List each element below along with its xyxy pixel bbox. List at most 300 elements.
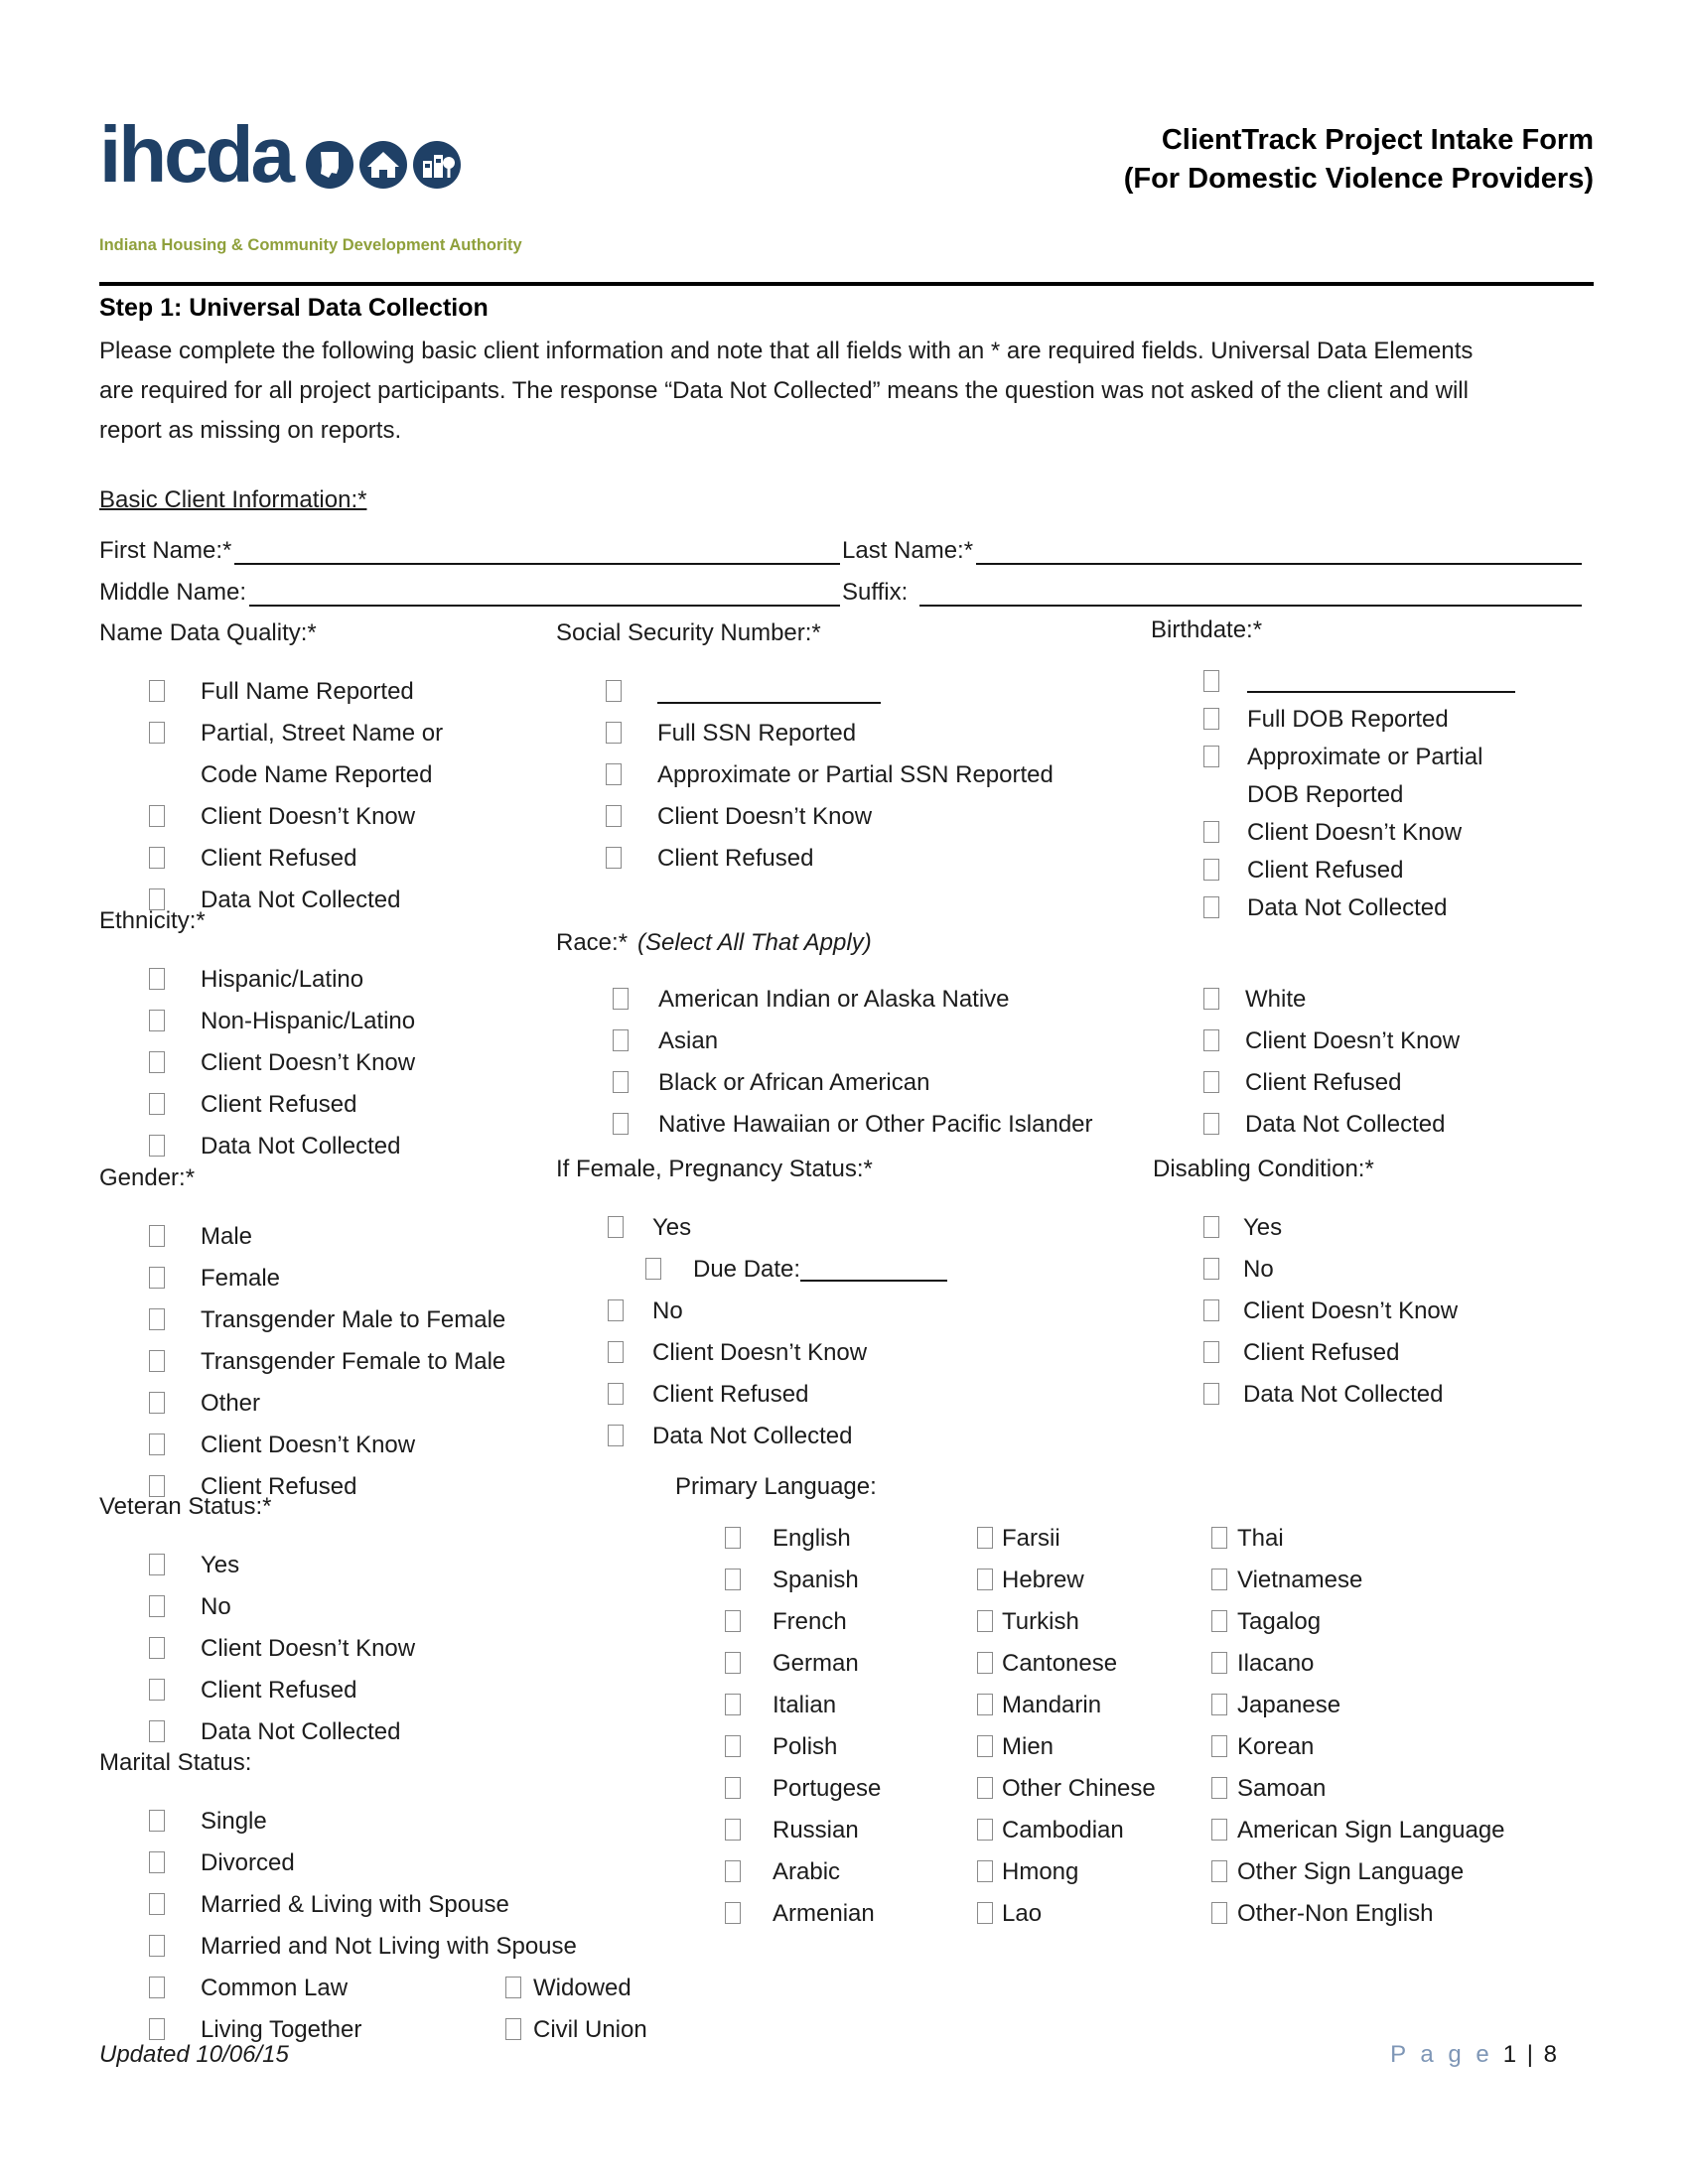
checkbox[interactable] [1211, 1819, 1227, 1841]
checkbox[interactable] [149, 1051, 165, 1073]
pregnancy-due-date-option [556, 1249, 1122, 1291]
name-data-quality-label: Name Data Quality:* [99, 619, 317, 646]
section-birthdate [1127, 611, 1589, 927]
checkbox[interactable] [977, 1652, 993, 1674]
checkbox-option-label: Client Doesn’t Know [657, 803, 873, 830]
checkbox-option [556, 1062, 1127, 1104]
checkbox-option [635, 1685, 977, 1726]
checkbox-option [556, 1021, 1127, 1062]
checkbox-option [1127, 1207, 1589, 1249]
checkbox[interactable] [1203, 670, 1219, 692]
checkbox-option [556, 1332, 1122, 1374]
checkbox[interactable] [149, 1893, 165, 1915]
checkbox-option [1211, 1768, 1589, 1810]
name-row-2 [99, 572, 1584, 614]
checkbox-option-label: Native Hawaiian or Other Pacific Islander [658, 1111, 1093, 1138]
race-options-left [556, 979, 1127, 1146]
checkbox-option [635, 1518, 977, 1560]
checkbox-option [99, 1843, 933, 1884]
checkbox-option [1127, 1062, 1594, 1104]
checkbox[interactable] [608, 1216, 624, 1238]
checkbox-option [977, 1685, 1211, 1726]
section-gender [99, 1159, 566, 1508]
checkbox-option-label: Spanish [773, 1567, 859, 1593]
marital-status-options [99, 1801, 933, 1968]
checkbox-option-label: Data Not Collected [1245, 1111, 1446, 1138]
checkbox[interactable] [149, 805, 165, 827]
checkbox-option [1211, 1518, 1589, 1560]
suffix-input-line[interactable] [919, 572, 1582, 607]
form-title-line1: ClientTrack Project Intake Form [1161, 124, 1594, 156]
checkbox-option [1127, 1291, 1589, 1332]
checkbox-option-label: Hispanic/Latino [201, 966, 364, 993]
section-veteran-status [99, 1487, 556, 1753]
checkbox-option-label: Client Refused [201, 1091, 357, 1118]
checkbox[interactable] [725, 1694, 741, 1715]
checkbox[interactable] [149, 1433, 165, 1455]
checkbox[interactable] [149, 2018, 165, 2040]
veteran-status-label: Veteran Status:* [99, 1493, 272, 1520]
checkbox-option [99, 1341, 566, 1383]
checkbox[interactable] [608, 1425, 624, 1446]
checkbox[interactable] [149, 1308, 165, 1330]
checkbox[interactable] [149, 1637, 165, 1659]
logo-icons [306, 141, 461, 189]
checkbox-option [635, 1643, 977, 1685]
basic-info-heading: Basic Client Information:* [99, 486, 367, 513]
checkbox-option-label: Armenian [773, 1900, 875, 1927]
checkbox[interactable] [977, 1819, 993, 1841]
checkbox-option-label: Polish [773, 1733, 838, 1760]
checkbox[interactable] [977, 1694, 993, 1715]
checkbox[interactable] [149, 968, 165, 990]
checkbox[interactable] [1203, 821, 1219, 843]
checkbox[interactable] [149, 1267, 165, 1289]
checkbox-option-label: No [652, 1297, 683, 1324]
checkbox[interactable] [977, 1735, 993, 1757]
checkbox-option [99, 959, 556, 1001]
ssn-options [556, 713, 1122, 880]
checkbox-option-label: Korean [1237, 1733, 1315, 1760]
checkbox-option-label: Italian [773, 1692, 837, 1718]
page-word: P a g e [1390, 2041, 1493, 2068]
checkbox[interactable] [1203, 708, 1219, 730]
first-name-input-line[interactable] [234, 530, 840, 565]
community-icon [413, 141, 461, 189]
checkbox-option-label: No [1243, 1256, 1274, 1283]
pregnancy-yes-option [556, 1207, 1122, 1249]
checkbox-option-label: Vietnamese [1237, 1567, 1363, 1593]
middle-name-input-line[interactable] [249, 572, 840, 607]
pregnancy-options [556, 1291, 1122, 1457]
checkbox[interactable] [149, 1595, 165, 1617]
checkbox-option [99, 1926, 933, 1968]
last-name-input-line[interactable] [976, 530, 1582, 565]
checkbox-option [99, 1801, 933, 1843]
checkbox-option-label: Full Name Reported [201, 678, 414, 705]
checkbox-option [99, 1545, 556, 1586]
checkbox[interactable] [606, 680, 622, 702]
checkbox-option-label: Approximate or Partial SSN Reported [657, 761, 1054, 788]
checkbox-option [1127, 739, 1589, 814]
checkbox-option [1211, 1851, 1589, 1893]
checkbox[interactable] [608, 1383, 624, 1405]
checkbox[interactable] [608, 1299, 624, 1321]
checkbox-option [99, 1586, 556, 1628]
marital-status-pair-rows [99, 1968, 933, 2051]
checkbox-option-label: Data Not Collected [201, 1133, 401, 1160]
ssn-label: Social Security Number:* [556, 619, 821, 646]
checkbox-option-label: Mien [1002, 1733, 1055, 1760]
checkbox-option-label: Client Refused [201, 1677, 357, 1704]
checkbox[interactable] [977, 1610, 993, 1632]
checkbox[interactable] [149, 1392, 165, 1414]
checkbox-option-label: Client Refused [1243, 1339, 1400, 1366]
checkbox[interactable] [1211, 1735, 1227, 1757]
last-name-label: Last Name:* [842, 537, 974, 564]
checkbox-option-label: American Indian or Alaska Native [658, 986, 1010, 1013]
checkbox-option-label: English [773, 1525, 851, 1552]
checkbox-option-label: Mandarin [1002, 1692, 1102, 1718]
checkbox[interactable] [1203, 746, 1219, 767]
checkbox-option-label: Client Refused [201, 845, 357, 872]
checkbox-option [556, 713, 1122, 754]
race-label [556, 923, 1594, 979]
checkbox-option [556, 1291, 1122, 1332]
checkbox-option-label: Hebrew [1002, 1567, 1084, 1593]
language-column-3 [1211, 1518, 1589, 1935]
checkbox-option-label: Other Sign Language [1237, 1858, 1465, 1885]
checkbox-option-label: Common Law [201, 1975, 349, 2001]
checkbox-option [99, 1299, 566, 1341]
checkbox-option [1211, 1601, 1589, 1643]
checkbox[interactable] [977, 1860, 993, 1882]
checkbox-option-label: Living Together [201, 2016, 362, 2043]
checkbox-option-label: Client Doesn’t Know [1243, 1297, 1459, 1324]
checkbox-option [635, 1560, 977, 1601]
checkbox[interactable] [977, 1777, 993, 1799]
checkbox-option [99, 1670, 556, 1711]
checkbox-option-label: Full DOB Reported [1247, 706, 1449, 733]
ssn-write-in-option [556, 671, 1122, 713]
checkbox-option [1211, 1810, 1589, 1851]
checkbox-option-label: Cantonese [1002, 1650, 1118, 1677]
form-title [1124, 121, 1594, 199]
checkbox[interactable] [149, 1679, 165, 1701]
checkbox[interactable] [1203, 859, 1219, 881]
checkbox-option [1211, 1893, 1589, 1935]
checkbox-option-label: Data Not Collected [201, 887, 401, 913]
ethnicity-label: Ethnicity:* [99, 907, 206, 934]
checkbox-option-label: Lao [1002, 1900, 1043, 1927]
first-name-label: First Name:* [99, 537, 232, 564]
checkbox-option-label: Widowed [533, 1975, 632, 2001]
checkbox[interactable] [977, 1569, 993, 1590]
checkbox[interactable] [1203, 1299, 1219, 1321]
checkbox-option-label: Data Not Collected [652, 1423, 853, 1449]
checkbox-option [1211, 1560, 1589, 1601]
checkbox-option-label: Data Not Collected [1247, 894, 1448, 921]
checkbox[interactable] [1203, 1341, 1219, 1363]
checkbox[interactable] [606, 763, 622, 785]
page-count: 1 | 8 [1502, 2041, 1559, 2068]
checkbox-option [556, 1104, 1127, 1146]
language-column-2 [977, 1518, 1211, 1935]
checkbox-option-label: Data Not Collected [201, 1718, 401, 1745]
checkbox[interactable] [1211, 1860, 1227, 1882]
checkbox[interactable] [149, 680, 165, 702]
checkbox-option [977, 1560, 1211, 1601]
checkbox[interactable] [149, 1935, 165, 1957]
checkbox-option-label: German [773, 1650, 859, 1677]
checkbox[interactable] [149, 722, 165, 744]
checkbox[interactable] [977, 1902, 993, 1924]
section-ssn [556, 614, 1122, 880]
checkbox[interactable] [725, 1652, 741, 1674]
checkbox[interactable] [1211, 1694, 1227, 1715]
checkbox[interactable] [1203, 988, 1219, 1010]
checkbox-option-label: Transgender Male to Female [201, 1306, 506, 1333]
checkbox-option-label: Farsii [1002, 1525, 1060, 1552]
checkbox-option-label: Divorced [201, 1849, 295, 1876]
checkbox-option [1127, 814, 1589, 852]
checkbox[interactable] [977, 1527, 993, 1549]
checkbox[interactable] [149, 1093, 165, 1115]
checkbox-option-label: Client Refused [657, 845, 814, 872]
checkbox[interactable] [149, 1977, 165, 1998]
checkbox-option-label: Client Refused [652, 1381, 809, 1408]
checkbox-option [977, 1768, 1211, 1810]
section-race [556, 923, 1594, 1146]
checkbox-option [99, 1383, 566, 1425]
due-date-input-line[interactable] [800, 1249, 947, 1282]
checkbox-option-label: Married and Not Living with Spouse [201, 1933, 577, 1960]
checkbox-option [1127, 852, 1589, 889]
checkbox-option-label: Yes [652, 1214, 692, 1241]
page-number [1390, 2041, 1559, 2069]
checkbox-option [99, 1042, 556, 1084]
checkbox[interactable] [149, 847, 165, 869]
checkbox[interactable] [1211, 1652, 1227, 1674]
checkbox-option-label: Client Doesn’t Know [201, 803, 416, 830]
checkbox-option-label: Client Refused [201, 1473, 357, 1500]
checkbox-option [99, 1084, 556, 1126]
checkbox[interactable] [1211, 1569, 1227, 1590]
checkbox[interactable] [149, 1810, 165, 1832]
checkbox[interactable] [613, 988, 629, 1010]
checkbox-option [556, 796, 1122, 838]
middle-name-label: Middle Name: [99, 579, 247, 606]
veteran-status-options [99, 1545, 556, 1753]
checkbox-option [99, 1216, 566, 1258]
checkbox-option-label: Yes [1243, 1214, 1283, 1241]
disabling-condition-label: Disabling Condition:* [1153, 1156, 1374, 1182]
checkbox[interactable] [606, 805, 622, 827]
checkbox[interactable] [1203, 1029, 1219, 1051]
checkbox-option [977, 1810, 1211, 1851]
checkbox[interactable] [613, 1071, 629, 1093]
checkbox[interactable] [1203, 1383, 1219, 1405]
checkbox-option [1127, 889, 1589, 927]
checkbox-option-label: Non-Hispanic/Latino [201, 1008, 416, 1034]
checkbox[interactable] [505, 2018, 521, 2040]
checkbox-option [99, 1884, 933, 1926]
checkbox-option-label: Hmong [1002, 1858, 1079, 1885]
checkbox-option-label: Client Doesn’t Know [1247, 819, 1463, 846]
checkbox[interactable] [149, 1225, 165, 1247]
birthdate-label: Birthdate:* [1151, 616, 1263, 643]
race-label-text: Race:* [556, 929, 629, 956]
checkbox-option [99, 671, 556, 713]
checkbox-option-label: Turkish [1002, 1608, 1079, 1635]
checkbox[interactable] [1211, 1902, 1227, 1924]
checkbox-option-label: Approximate or Partial DOB Reported [1247, 744, 1483, 808]
checkbox-option-label: Portugese [773, 1775, 882, 1802]
checkbox-option-label: Married & Living with Spouse [201, 1891, 509, 1918]
gender-label: Gender:* [99, 1164, 196, 1191]
checkbox-option-label: Civil Union [533, 2016, 647, 2043]
checkbox-option [1127, 1021, 1594, 1062]
checkbox-option [99, 713, 556, 796]
checkbox-option-label: Client Refused [1247, 857, 1404, 884]
pregnancy-label: If Female, Pregnancy Status:* [556, 1156, 873, 1182]
checkbox[interactable] [1211, 1527, 1227, 1549]
checkbox-option-label: Tagalog [1237, 1608, 1322, 1635]
checkbox[interactable] [1211, 1777, 1227, 1799]
checkbox-option-label: Single [201, 1808, 267, 1835]
checkbox[interactable] [645, 1258, 661, 1280]
checkbox[interactable] [1203, 1258, 1219, 1280]
checkbox-option-label: Full SSN Reported [657, 720, 857, 747]
section-ethnicity [99, 901, 556, 1167]
disabling-condition-options [1127, 1207, 1589, 1416]
checkbox-option [99, 1001, 556, 1042]
marital-status-label: Marital Status: [99, 1749, 252, 1776]
checkbox-option [99, 1425, 566, 1466]
checkbox[interactable] [725, 1527, 741, 1549]
checkbox-option-label: Female [201, 1265, 281, 1292]
birthdate-write-in-line[interactable] [1247, 663, 1515, 693]
checkbox[interactable] [1203, 1216, 1219, 1238]
checkbox[interactable] [149, 1135, 165, 1157]
checkbox-option-label: Male [201, 1223, 253, 1250]
checkbox-option-label: Arabic [773, 1858, 841, 1885]
checkbox-option-label: White [1245, 986, 1307, 1013]
checkbox-option [556, 1416, 1122, 1457]
checkbox[interactable] [149, 1851, 165, 1873]
checkbox[interactable] [613, 1113, 629, 1135]
checkbox[interactable] [1211, 1610, 1227, 1632]
checkbox-option-label: Other-Non English [1237, 1900, 1434, 1927]
checkbox-option-label: Russian [773, 1817, 859, 1843]
checkbox[interactable] [613, 1029, 629, 1051]
checkbox-option-label: Client Doesn’t Know [652, 1339, 868, 1366]
checkbox-option [977, 1601, 1211, 1643]
checkbox[interactable] [149, 1350, 165, 1372]
checkbox[interactable] [606, 722, 622, 744]
checkbox[interactable] [1203, 896, 1219, 918]
section-disabling-condition [1127, 1150, 1589, 1416]
checkbox[interactable] [149, 1720, 165, 1742]
ihcda-wordmark: ihcda [99, 110, 292, 199]
checkbox-option [1211, 1685, 1589, 1726]
ssn-write-in-line[interactable] [657, 671, 881, 704]
checkbox-option [99, 796, 556, 838]
checkbox-option-label: Client Refused [1245, 1069, 1402, 1096]
checkbox-option-label: Client Doesn’t Know [201, 1635, 416, 1662]
checkbox-option-label: Asian [658, 1027, 719, 1054]
checkbox-option-label: Cambodian [1002, 1817, 1124, 1843]
checkbox-option-label: Transgender Female to Male [201, 1348, 506, 1375]
checkbox-option [1127, 701, 1589, 739]
section-name-data-quality [99, 614, 556, 921]
form-title-line2: (For Domestic Violence Providers) [1123, 163, 1594, 195]
ethnicity-options [99, 959, 556, 1167]
checkbox[interactable] [149, 1554, 165, 1575]
checkbox-option-label: Client Doesn’t Know [201, 1432, 416, 1458]
step1-heading: Step 1: Universal Data Collection [99, 294, 489, 322]
header-divider [99, 282, 1594, 286]
checkbox[interactable] [505, 1977, 521, 1998]
checkbox-option [99, 838, 556, 880]
checkbox-option-label: Client Doesn’t Know [1245, 1027, 1461, 1054]
indiana-icon [306, 141, 353, 189]
gender-options [99, 1216, 566, 1508]
checkbox-option [977, 1643, 1211, 1685]
checkbox[interactable] [725, 1569, 741, 1590]
checkbox-option-label: Black or African American [658, 1069, 930, 1096]
checkbox[interactable] [725, 1610, 741, 1632]
checkbox-option [556, 754, 1122, 796]
birthdate-write-in-option [1127, 663, 1589, 701]
section-pregnancy [556, 1150, 1122, 1457]
checkbox-option-label: Samoan [1237, 1775, 1327, 1802]
checkbox-option [556, 1374, 1122, 1416]
birthdate-options [1127, 701, 1589, 927]
checkbox[interactable] [606, 847, 622, 869]
race-options-right [1127, 979, 1594, 1146]
checkbox-option [1127, 1104, 1594, 1146]
checkbox-option [1211, 1726, 1589, 1768]
checkbox-option-label: Ilacano [1237, 1650, 1315, 1677]
checkbox-option [977, 1518, 1211, 1560]
checkbox[interactable] [149, 1010, 165, 1031]
checkbox-option [1127, 979, 1594, 1021]
checkbox-option [1127, 1374, 1589, 1416]
checkbox-option [635, 1601, 977, 1643]
checkbox-option [1211, 1643, 1589, 1685]
checkbox[interactable] [1203, 1113, 1219, 1135]
checkbox-option-label: Partial, Street Name or Code Name Reported [201, 720, 444, 788]
checkbox-option [1127, 1249, 1589, 1291]
suffix-label: Suffix: [842, 579, 909, 606]
checkbox-option-label: Other [201, 1390, 261, 1417]
checkbox-option-label: No [201, 1593, 231, 1620]
ihcda-tagline: Indiana Housing & Community Development Authority [99, 236, 522, 254]
house-icon [359, 141, 407, 189]
step1-intro: Please complete the following basic client information and note that all fields with an * are required fields. Universal Data Elements are required for all project participants. The response “Data Not Collected” means the question was not asked of the client and will report as missing on reports. [99, 338, 1474, 444]
checkbox-option [556, 838, 1122, 880]
checkbox[interactable] [608, 1341, 624, 1363]
checkbox-option-label: Yes [201, 1552, 240, 1578]
checkbox[interactable] [1203, 1071, 1219, 1093]
primary-language-label: Primary Language: [675, 1473, 877, 1500]
name-data-quality-options [99, 671, 556, 921]
race-note: (Select All That Apply) [637, 929, 872, 956]
checkbox-option [977, 1893, 1211, 1935]
checkbox-option-label: French [773, 1608, 847, 1635]
checkbox-option [556, 979, 1127, 1021]
